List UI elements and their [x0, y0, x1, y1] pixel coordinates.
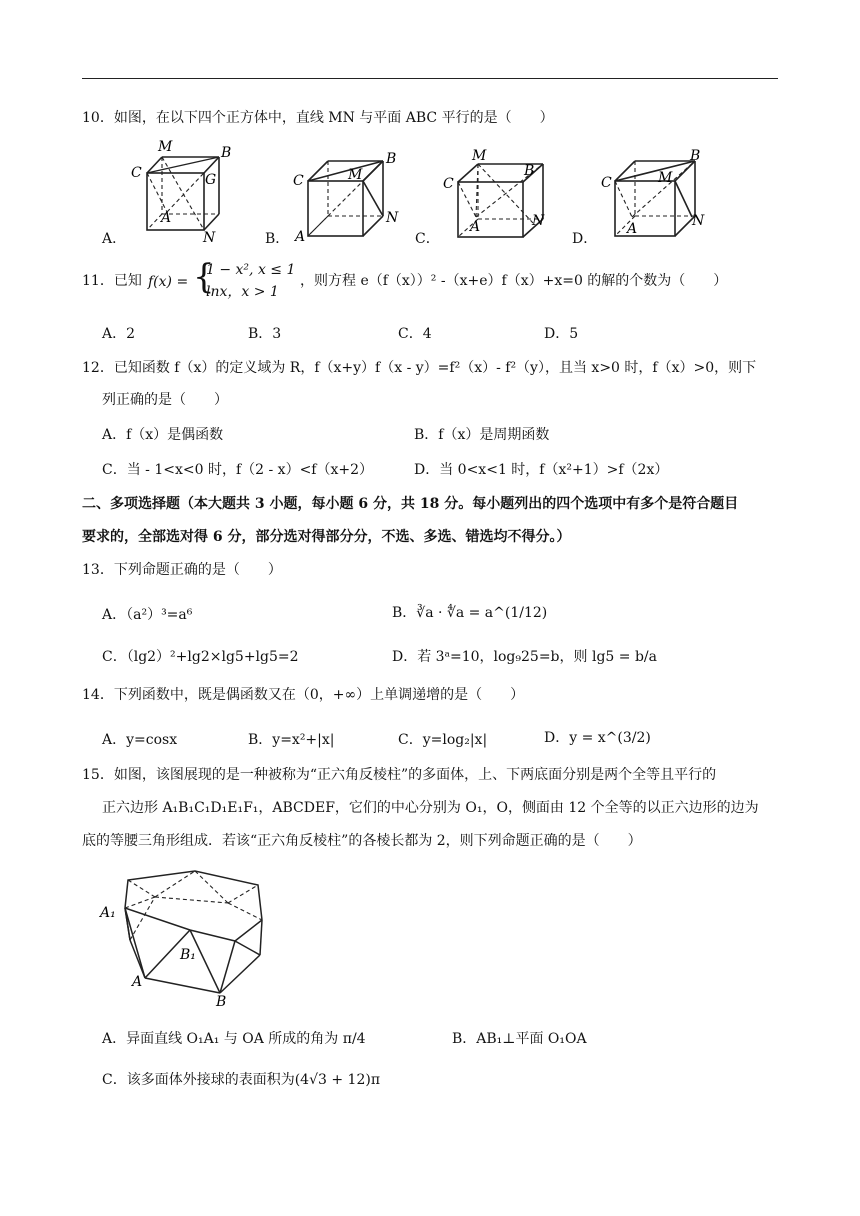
- label-a: A: [470, 219, 481, 235]
- antiprism-figure: [100, 855, 270, 1010]
- q12-option-b: B．f（x）是周期函数: [414, 427, 550, 443]
- q10-option-c: C．: [415, 231, 440, 247]
- q10-option-d: D．: [572, 231, 598, 247]
- q11-option-b: B．3: [248, 326, 282, 342]
- label-n: N: [692, 213, 705, 229]
- label-n: N: [386, 210, 399, 226]
- q15-stem-line1: 15．如图，该图展现的是一种被称为“正六角反棱柱”的多面体，上、下两底面分别是两个全等且平行的: [82, 767, 717, 783]
- q12-option-a: A．f（x）是偶函数: [102, 427, 224, 443]
- label-b: B: [386, 151, 397, 167]
- label-g: G: [205, 172, 217, 188]
- q11-prefix: 11．已知: [82, 273, 142, 289]
- label-a: A: [132, 974, 143, 990]
- q11-fx: f(x) =: [148, 274, 189, 290]
- q13-option-c: C．（lg2）²+lg2×lg5+lg5=2: [102, 649, 299, 665]
- q11-option-a: A．2: [102, 326, 136, 342]
- q13-stem: 13．下列命题正确的是（ ）: [82, 562, 282, 578]
- q15-option-c: C．该多面体外接球的表面积为(4√3 + 12)π: [102, 1072, 381, 1088]
- q15-option-a: A．异面直线 O₁A₁ 与 OA 所成的角为 π/4: [102, 1031, 366, 1047]
- q13-option-a: A．（a²）³=a⁶: [102, 607, 193, 623]
- cube-figure-d: [600, 145, 715, 245]
- label-m: M: [348, 167, 363, 183]
- section2-heading-line2: 要求的，全部选对得 6 分，部分选对得部分分，不选、多选、错选均不得分。）: [82, 529, 571, 545]
- label-b: B: [524, 163, 535, 179]
- q15-stem-line2: 正六边形 A₁B₁C₁D₁E₁F₁，ABCDEF，它们的中心分别为 O₁，O，侧面由 12 个全等的以正六边形的边为: [102, 800, 759, 816]
- q10-option-a: A．: [102, 231, 127, 247]
- label-a: A: [627, 221, 638, 237]
- q11-option-c: C．4: [398, 326, 432, 342]
- q12-option-c: C．当 - 1<x<0 时，f（2 - x）<f（x+2）: [102, 462, 374, 478]
- q10-option-b: B．: [265, 231, 290, 247]
- q11-suffix: ，则方程 e（f（x））² -（x+e）f（x）+x=0 的解的个数为（ ）: [300, 273, 728, 289]
- section2-heading-line1: 二、多项选择题（本大题共 3 小题，每小题 6 分，共 18 分。每小题列出的四个选项中有多个是符合题目: [82, 496, 739, 512]
- label-b1: B₁: [180, 947, 196, 963]
- q12-option-d: D．当 0<x<1 时，f（x²+1）>f（2x）: [414, 462, 669, 478]
- label-c: C: [443, 176, 454, 192]
- cube-figure-b: [290, 145, 405, 245]
- label-a: A: [295, 229, 306, 245]
- label-c: C: [131, 165, 142, 181]
- label-b: B: [221, 145, 232, 161]
- label-a: A: [161, 210, 172, 226]
- q15-option-b: B．AB₁⊥平面 O₁OA: [452, 1031, 587, 1047]
- q14-option-d: D．y = x^(3/2): [544, 730, 651, 746]
- label-m: M: [472, 148, 487, 164]
- cube-figure-a: [125, 140, 235, 245]
- label-n: N: [532, 213, 545, 229]
- q15-stem-line3: 底的等腰三角形组成．若该“正六角反棱柱”的各棱长都为 2，则下列命题正确的是（ ）: [82, 833, 642, 849]
- q14-stem: 14．下列函数中，既是偶函数又在（0，+∞）上单调递增的是（ ）: [82, 687, 525, 703]
- label-b: B: [690, 148, 701, 164]
- q14-option-b: B．y=x²+|x|: [248, 732, 335, 748]
- q11-brace: {: [193, 257, 215, 297]
- q11-option-d: D．5: [544, 326, 579, 342]
- label-c: C: [601, 175, 612, 191]
- q12-stem-line1: 12．已知函数 f（x）的定义域为 R，f（x+y）f（x - y）=f²（x）- f²（y），且当 x>0 时，f（x）>0，则下: [82, 360, 757, 376]
- q11-case2: lnx，x > 1: [206, 284, 279, 300]
- label-m: M: [658, 170, 673, 186]
- q12-stem-line2: 列正确的是（ ）: [102, 392, 228, 408]
- q10-stem: 10．如图，在以下四个正方体中，直线 MN 与平面 ABC 平行的是（ ）: [82, 110, 554, 126]
- label-n: N: [203, 230, 216, 246]
- label-a1: A₁: [100, 905, 116, 921]
- label-m: M: [158, 139, 173, 155]
- label-b: B: [216, 994, 227, 1010]
- q11-case1: 1 − x², x ≤ 1: [206, 262, 296, 278]
- label-c: C: [293, 173, 304, 189]
- q14-option-c: C．y=log₂|x|: [398, 732, 488, 748]
- q13-option-d: D．若 3ᵃ=10，log₉25=b，则 lg5 = b/a: [392, 649, 657, 665]
- cube-figure-c: [440, 145, 555, 245]
- q14-option-a: A．y=cosx: [102, 732, 178, 748]
- q13-option-b: B．∛a · ∜a = a^(1/12): [392, 605, 548, 621]
- header-rule: [82, 78, 778, 79]
